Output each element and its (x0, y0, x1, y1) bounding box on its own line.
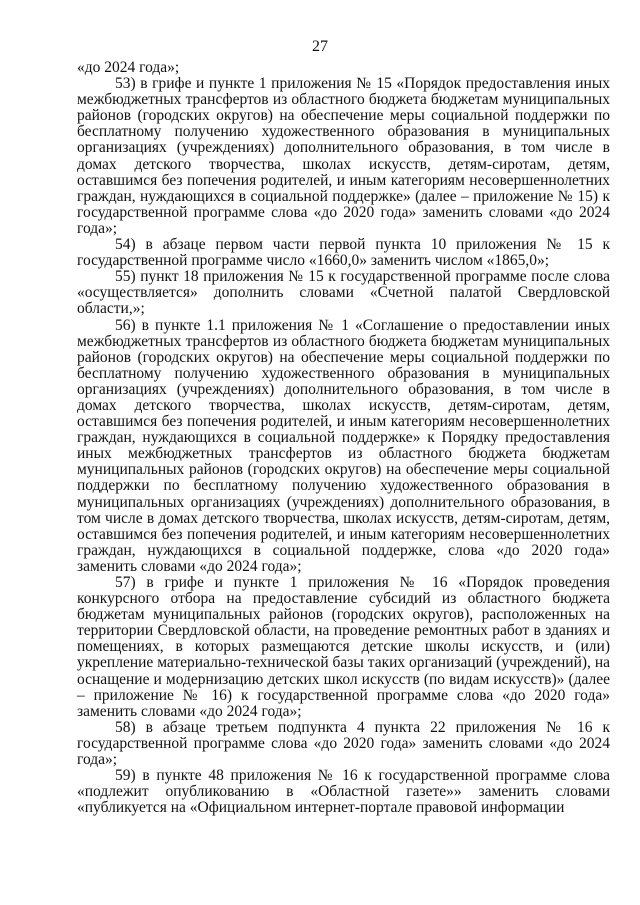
paragraph-item-58: 58) в абзаце третьем подпункта 4 пункта 22 приложения № 16 к государственной программе слова «до 2020 года» заменить словами «до 2024 года»; (77, 718, 610, 769)
paragraph-item-55: 55) пункт 18 приложения № 15 к государственной программе после слова «осуществляется» дополнить словами «Счетной палатой Свердловской области,»; (77, 268, 610, 318)
paragraph-item-56: 56) в пункте 1.1 приложения № 1 «Соглашение о предоставлении иных межбюджетных трансфертов из областного бюджета бюджетам муниципальных районов (городских округов) на обеспечение меры социальной поддержки по бесплатному получению художественного образования в муниципальных организациях (учреждениях) дополнительного образования, в том числе в домах детского творчества, школах искусств, детям-сиротам, детям, оставшимся без попечения родителей, и иным категориям несовершеннолетних граждан, нуждающихся в социальной поддержке» к Порядку предоставления иных межбюджетных трансфертов из областного бюджета бюджетам муниципальных районов (городских округов) на обеспечение меры социальной поддержки по бесплатному получению художественного образования в муниципальных организациях (учреждениях) дополнительного образования, в том числе в домах детского творчества, школах искусств, детям-сиротам, детям, оставшимся без попечения родителей, и иным категориям несовершеннолетних граждан, нуждающихся в социальной поддержке, слова «до 2020 года» заменить словами «до 2024 года»; (77, 316, 610, 575)
paragraph-item-54: 54) в абзаце первом части первой пункта 10 приложения № 15 к государственной программе число «1660,0» заменить числом «1865,0»; (77, 236, 610, 270)
document-body (77, 60, 610, 816)
paragraph-item-57: 57) в грифе и пункте 1 приложения № 16 «Порядок проведения конкурсного отбора на предоставление субсидий из областного бюджета бюджетам муниципальных районов (городских округов), расположенных на территории Свердловской области, на проведение ремонтных работ в зданиях и помещениях, в которых размещаются детские школы искусств, и (или) укрепление материально-технической базы таких организаций (учреждений), на оснащение и модернизацию детских школ искусств (по видам искусств)» (далее – приложение № 16) к государственной программе слова «до 2020 года» заменить словами «до 2024 года»; (77, 574, 610, 720)
paragraph-continuation: «до 2024 года»; (77, 59, 180, 76)
paragraph-item-59: 59) в пункте 48 приложения № 16 к государственной программе слова «подлежит опубликованию в «Областной газете»» заменить словами «публикуется на «Официальном интернет-портале правовой информации (77, 767, 610, 817)
paragraph-item-53: 53) в грифе и пункте 1 приложения № 15 «Порядок предоставления иных межбюджетных трансфертов из областного бюджета бюджетам муниципальных районов (городских округов) на обеспечение меры социальной поддержки по бесплатному получению художественного образования в муниципальных организациях (учреждениях) дополнительного образования, в том числе в домах детского творчества, школах искусств, детям-сиротам, детям, оставшимся без попечения родителей, и иным категориям несовершеннолетних граждан, нуждающихся в социальной поддержке» (далее – приложение № 15) к государственной программе слова «до 2020 года» заменить словами «до 2024 года»; (77, 75, 610, 237)
page-number: 27 (312, 38, 328, 55)
